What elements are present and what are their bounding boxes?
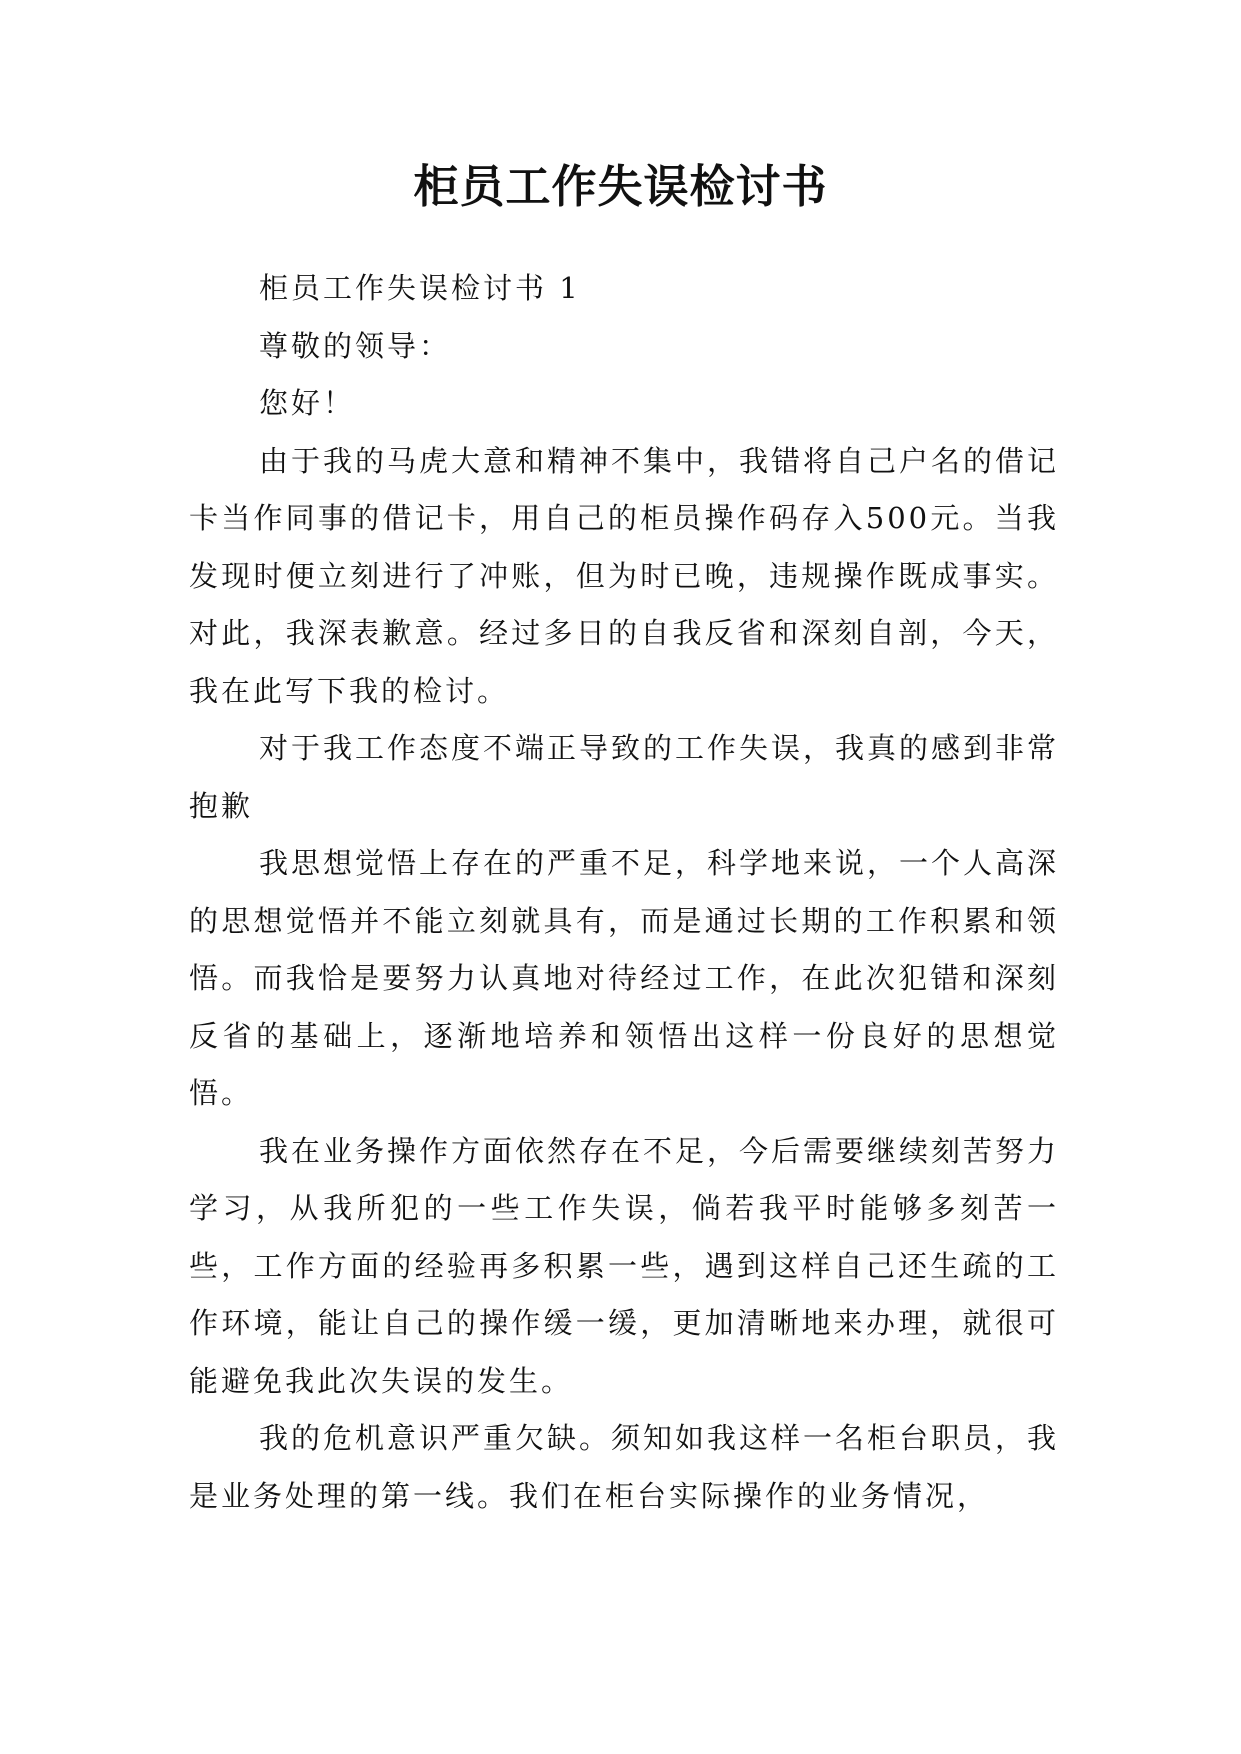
paragraph-salutation: 尊敬的领导：	[259, 328, 452, 363]
paragraph-body: 我在业务操作方面依然存在不足，今后需要继续刻苦努力学习，从我所犯的一些工作失误，倘若我平时能够多刻苦一些，工作方面的经验再多积累一些，遇到这样自己还生疏的工作环境，能让自己的操作缓一缓，更加清晰地来办理，就很可能避免我此次失误的发生。	[189, 1133, 1060, 1398]
paragraph-heading: 柜员工作失误检讨书 1	[259, 271, 581, 305]
document-title: 柜员工作失误检讨书	[413, 160, 828, 213]
paragraph-body: 由于我的马虎大意和精神不集中，我错将自己户名的借记卡当作同事的借记卡，用自己的柜员操作码存入500元。当我发现时便立刻进行了冲账，但为时已晚，违规操作既成事实。对此，我深表歉意。经过多日的自我反省和深刻自剖，今天，我在此写下我的检讨。	[189, 443, 1060, 708]
paragraph-greeting: 您好！	[259, 386, 356, 420]
paragraph-body: 我思想觉悟上存在的严重不足，科学地来说，一个人高深的思想觉悟并不能立刻就具有，而是通过长期的工作积累和领悟。而我恰是要努力认真地对待经过工作，在此次犯错和深刻反省的基础上，逐渐地培养和领悟出这样一份良好的思想觉悟。	[189, 846, 1060, 1110]
document-body	[189, 260, 1059, 1525]
paragraph-body: 我的危机意识严重欠缺。须知如我这样一名柜台职员，我是业务处理的第一线。我们在柜台实际操作的业务情况，	[189, 1421, 1060, 1513]
paragraph-body: 对于我工作态度不端正导致的工作失误，我真的感到非常抱歉	[189, 731, 1060, 823]
